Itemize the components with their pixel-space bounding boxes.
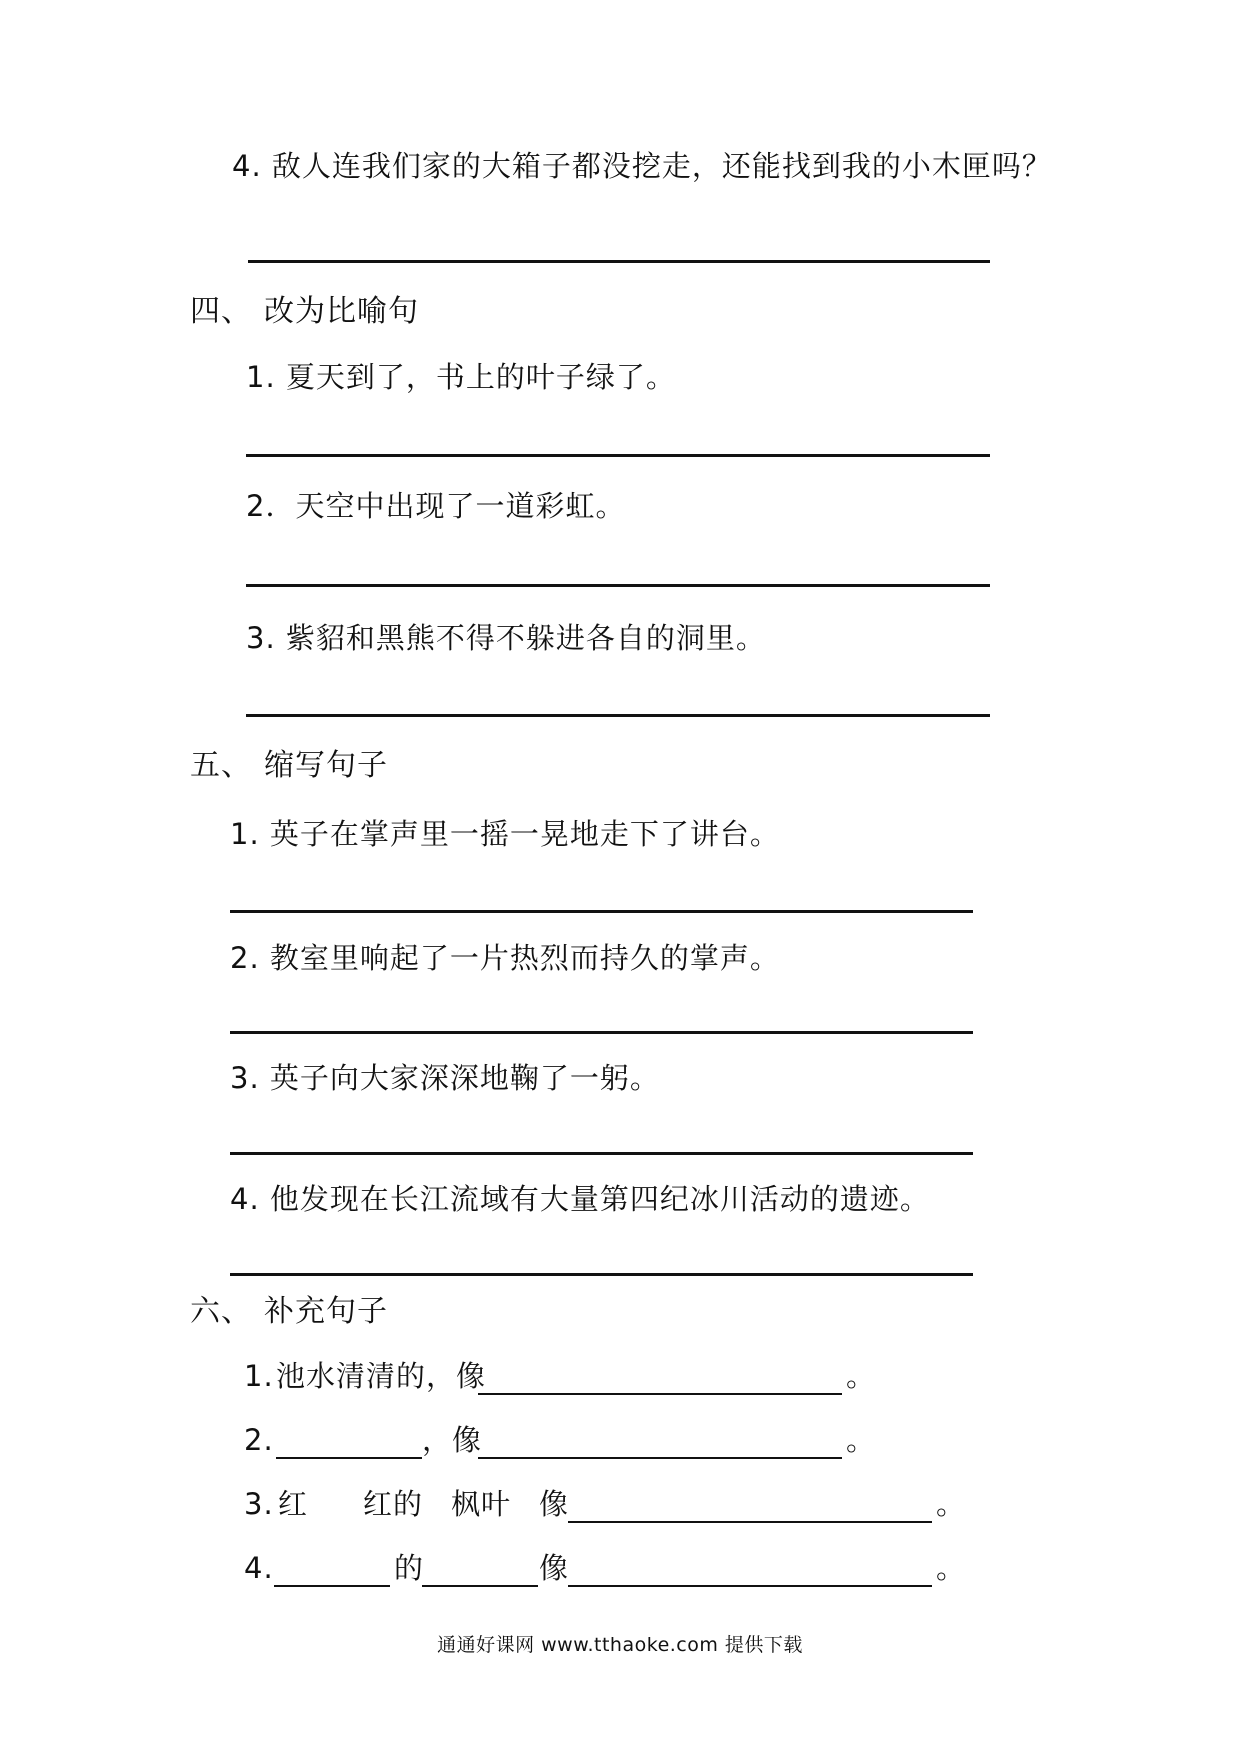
section6-item-1-number: 1.	[244, 1359, 274, 1393]
answer-line[interactable]	[246, 584, 990, 587]
q3-item-4: 4. 敌人连我们家的大箱子都没挖走，还能找到我的小木匣吗？	[232, 149, 1052, 183]
answer-line[interactable]	[230, 1031, 973, 1034]
section6-item-2-mid: ，像	[422, 1423, 483, 1457]
section5-item-1: 1. 英子在掌声里一摇一晃地走下了讲台。	[230, 817, 780, 851]
section4-item-3: 3. 紫貂和黑熊不得不躲进各自的洞里。	[246, 621, 766, 655]
answer-line[interactable]	[230, 1152, 973, 1155]
answer-line[interactable]	[230, 910, 973, 913]
answer-line[interactable]	[230, 1273, 973, 1276]
section5-item-3: 3. 英子向大家深深地鞠了一躬。	[230, 1061, 660, 1095]
section4-title: 改为比喻句	[264, 294, 419, 329]
answer-line[interactable]	[246, 454, 990, 457]
fill-blank[interactable]	[276, 1457, 422, 1459]
fill-blank[interactable]	[568, 1585, 932, 1587]
fill-blank[interactable]	[478, 1457, 842, 1459]
fill-blank[interactable]	[274, 1585, 390, 1587]
section6-item-1-text: 池水清清的，像	[276, 1359, 487, 1393]
section6-item-3-number: 3.	[244, 1487, 274, 1521]
section6-item-4-word-2: 像	[539, 1551, 570, 1585]
section5-title: 缩写句子	[264, 748, 388, 783]
section6-item-3-word-1: 红	[278, 1487, 309, 1521]
section6-item-4-number: 4.	[244, 1551, 274, 1585]
section6-item-3-word-2: 红的	[363, 1487, 424, 1521]
section5-item-2: 2. 教室里响起了一片热烈而持久的掌声。	[230, 941, 780, 975]
section6-number: 六、	[190, 1294, 252, 1329]
section5-item-4: 4. 他发现在长江流域有大量第四纪冰川活动的遗迹。	[230, 1182, 930, 1216]
fill-blank[interactable]	[568, 1521, 932, 1523]
section6-item-1-end: 。	[846, 1359, 877, 1393]
section6-item-3-word-3: 枫叶	[451, 1487, 512, 1521]
footer-source: 通通好课网 www.tthaoke.com 提供下载	[437, 1634, 803, 1656]
section4-number: 四、	[190, 294, 252, 329]
section6-item-2-number: 2.	[244, 1423, 274, 1457]
fill-blank[interactable]	[478, 1393, 842, 1395]
answer-line[interactable]	[246, 714, 990, 717]
section5-number: 五、	[190, 748, 252, 783]
section4-item-1: 1. 夏天到了，书上的叶子绿了。	[246, 360, 676, 394]
section6-item-4-end: 。	[936, 1551, 967, 1585]
section6-item-2-end: 。	[846, 1423, 877, 1457]
fill-blank[interactable]	[422, 1585, 538, 1587]
answer-line[interactable]	[248, 260, 990, 263]
section6-title: 补充句子	[264, 1294, 388, 1329]
section6-item-4-word-1: 的	[394, 1551, 425, 1585]
section6-item-3-end: 。	[936, 1487, 967, 1521]
section4-item-2: 2．天空中出现了一道彩虹。	[246, 489, 626, 523]
section6-item-3-word-4: 像	[539, 1487, 570, 1521]
